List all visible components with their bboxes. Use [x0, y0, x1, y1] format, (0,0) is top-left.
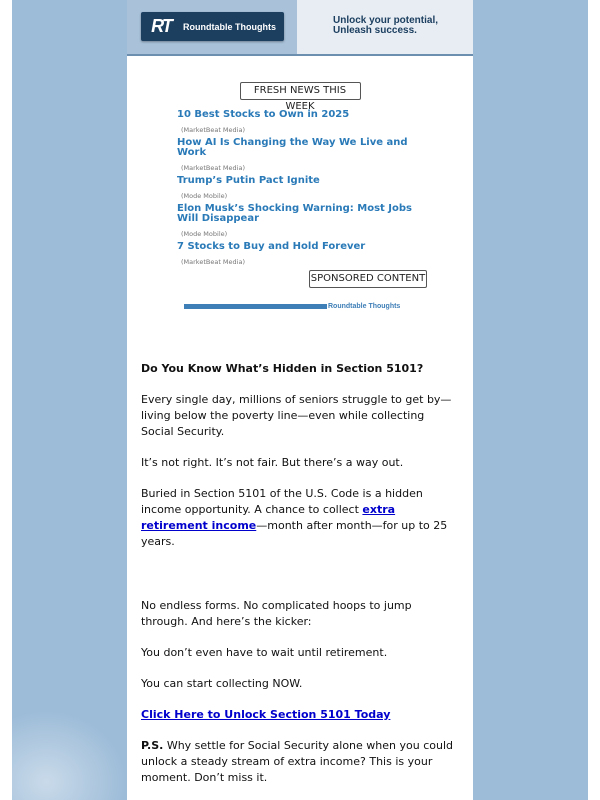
article-paragraph [141, 486, 459, 550]
logo[interactable] [141, 12, 284, 41]
article-paragraph: No endless forms. No complicated hoops to jump through. And here’s the kicker: [141, 599, 412, 628]
news-item [177, 242, 427, 266]
article-paragraph: You don’t even have to wait until retirement. [141, 646, 388, 659]
news-item [177, 176, 427, 200]
news-source: (Mode Mobile) [181, 230, 228, 238]
right-margin [588, 0, 600, 800]
article-paragraph: Every single day, millions of seniors struggle to get by—living below the poverty line—even while collecting Social Security. [141, 393, 452, 438]
article-paragraph: It’s not right. It’s not fair. But there’s a way out. [141, 456, 404, 469]
logo-text: Roundtable Thoughts [183, 21, 276, 32]
extra-income-link[interactable]: extra retirement income [141, 503, 396, 532]
news-link[interactable]: Elon Musk’s Shocking Warning: Most Jobs Will Disappear [177, 203, 412, 224]
email-header [127, 0, 473, 56]
news-list [127, 110, 427, 266]
news-source: (MarketBeat Media) [181, 126, 245, 134]
news-source: (MarketBeat Media) [181, 258, 245, 266]
cta-link[interactable]: Click Here to Unlock Section 5101 Today [141, 708, 391, 721]
brand-footer-bar[interactable] [184, 300, 424, 312]
header-logo-area [127, 0, 297, 54]
brand-bar-text: Roundtable Thoughts [328, 302, 401, 310]
email-body [127, 0, 473, 800]
header-tagline-area [297, 0, 473, 54]
tagline-line1: Unlock your potential, [333, 15, 439, 26]
article-paragraph: You can start collecting NOW. [141, 677, 303, 690]
sponsored-content-label: SPONSORED CONTENT [309, 270, 427, 288]
tagline-line2: Unleash success. [333, 25, 417, 36]
ps-paragraph [141, 738, 459, 786]
news-link[interactable]: 7 Stocks to Buy and Hold Forever [177, 241, 366, 252]
news-item [177, 204, 427, 238]
news-link[interactable]: 10 Best Stocks to Own in 2025 [177, 109, 350, 120]
news-source: (MarketBeat Media) [181, 164, 245, 172]
brand-bar [184, 304, 327, 309]
left-margin [0, 0, 12, 800]
paragraph-text: Buried in Section 5101 of the U.S. Code is a hidden income opportunity. A chance to collect [141, 487, 423, 516]
paragraph-text: —month after month—for up to 25 years. [141, 519, 448, 548]
article-heading: Do You Know What’s Hidden in Section 5101? [141, 362, 424, 375]
article [127, 362, 473, 786]
news-source: (Mode Mobile) [181, 192, 228, 200]
fresh-news-heading: FRESH NEWS THIS WEEK [240, 82, 361, 100]
spacer [141, 565, 459, 598]
background-cloud [12, 710, 127, 800]
ps-text: Why settle for Social Security alone when you could unlock a steady stream of extra income? This is your moment. Don’t miss it. [141, 739, 453, 784]
news-item [177, 138, 427, 172]
ps-label: P.S. [141, 739, 164, 752]
rt-logo-icon: RT [151, 16, 171, 36]
news-item [177, 110, 427, 134]
cta-paragraph [141, 707, 459, 723]
news-link[interactable]: How AI Is Changing the Way We Live and Work [177, 137, 408, 158]
news-link[interactable]: Trump’s Putin Pact Ignite [177, 175, 320, 186]
